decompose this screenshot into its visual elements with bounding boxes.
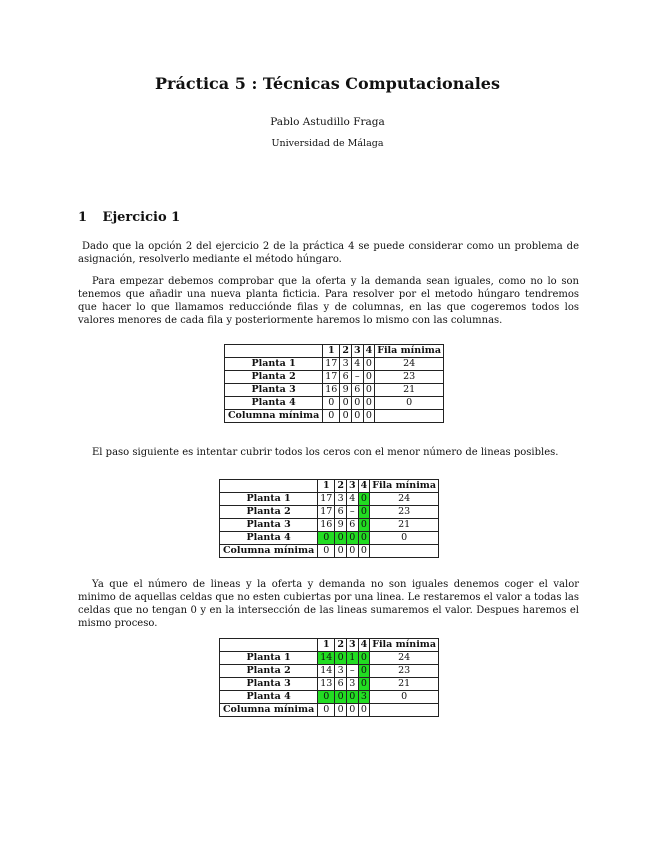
table-row xyxy=(220,665,439,678)
table-cell: 0 xyxy=(363,397,375,410)
row-label: Planta 1 xyxy=(220,652,318,665)
table-cell: 13 xyxy=(318,678,335,691)
col-header: 1 xyxy=(318,480,335,493)
table-row xyxy=(220,519,439,532)
table-cell: 16 xyxy=(323,384,340,397)
highlighted-cell: 0 xyxy=(358,652,370,665)
table-cell: 3 xyxy=(340,358,352,371)
paragraph-intro: Dado que la opción 2 del ejercicio 2 de la práctica 4 se puede considerar como un problema de asignación, resolverlo mediante el método húngaro. xyxy=(78,241,579,265)
col-min-cell: 0 xyxy=(358,545,370,558)
col-min-cell: 0 xyxy=(318,704,335,717)
table-cell: 16 xyxy=(318,519,335,532)
table-row xyxy=(225,384,444,397)
highlighted-cell: 0 xyxy=(358,519,370,532)
table-cell: 4 xyxy=(346,493,358,506)
table-cell: – xyxy=(351,371,363,384)
table-row xyxy=(225,371,444,384)
highlighted-cell: 0 xyxy=(346,532,358,545)
row-min-cell: 0 xyxy=(370,691,439,704)
table-reduction xyxy=(224,344,444,423)
row-min-cell: 24 xyxy=(370,493,439,506)
table-header-row xyxy=(220,639,439,652)
col-header: Fila mínima xyxy=(375,345,444,358)
row-label: Planta 2 xyxy=(220,665,318,678)
highlighted-cell: 1 xyxy=(346,652,358,665)
col-min-cell: 0 xyxy=(358,704,370,717)
table-cell: 9 xyxy=(335,519,347,532)
col-min-cell: 0 xyxy=(335,545,347,558)
table-cell: 17 xyxy=(318,493,335,506)
table-cell: 6 xyxy=(335,506,347,519)
highlighted-cell: 0 xyxy=(358,493,370,506)
section-title: Ejercicio 1 xyxy=(102,210,181,225)
table-cell: 0 xyxy=(363,371,375,384)
highlighted-cell: 0 xyxy=(335,691,347,704)
col-min-cell: 0 xyxy=(335,704,347,717)
table-cell: 0 xyxy=(340,397,352,410)
row-min-cell: 21 xyxy=(370,519,439,532)
table-row xyxy=(220,532,439,545)
table-cell: 3 xyxy=(335,493,347,506)
col-header: 4 xyxy=(358,639,370,652)
highlighted-cell: 3 xyxy=(358,691,370,704)
col-min-cell: 0 xyxy=(363,410,375,423)
row-label: Planta 3 xyxy=(220,678,318,691)
table-corner xyxy=(220,639,318,652)
table-cell: 14 xyxy=(318,665,335,678)
paragraph-cover-zeros: El paso siguiente es intentar cubrir todos los ceros con el menor número de lineas posibles. xyxy=(92,447,559,458)
table-cell: 6 xyxy=(335,678,347,691)
affiliation: Universidad de Málaga xyxy=(271,138,384,149)
footer-label: Columna mínima xyxy=(225,410,323,423)
table-row xyxy=(220,493,439,506)
table-row xyxy=(225,397,444,410)
table-cell: 6 xyxy=(346,519,358,532)
paragraph-reduction: Para empezar debemos comprobar que la oferta y la demanda sean iguales, como no lo son tenemos que añadir una nueva planta ficticia. Para resolver por el metodo húngaro tendremos que hacer lo que llamamos reducciónde filas y de columnas, en las que cogeremos todos los valores menores de cada fila y posteriormente haremos lo mismo con las columnas. xyxy=(78,276,579,326)
empty-cell xyxy=(370,704,439,717)
table-cell: 0 xyxy=(351,397,363,410)
table-cell: 6 xyxy=(340,371,352,384)
table-header-row xyxy=(220,480,439,493)
table-cover-lines xyxy=(219,479,439,558)
table-cell: 17 xyxy=(323,371,340,384)
footer-label: Columna mínima xyxy=(220,704,318,717)
highlighted-cell: 0 xyxy=(358,506,370,519)
row-min-cell: 21 xyxy=(370,678,439,691)
row-label: Planta 3 xyxy=(220,519,318,532)
row-label: Planta 1 xyxy=(225,358,323,371)
highlighted-cell: 0 xyxy=(346,691,358,704)
table-corner xyxy=(225,345,323,358)
col-min-cell: 0 xyxy=(346,704,358,717)
table-cell: 0 xyxy=(323,397,340,410)
row-min-cell: 0 xyxy=(370,532,439,545)
table-cell: 17 xyxy=(323,358,340,371)
col-header: Fila mínima xyxy=(370,480,439,493)
table-footer-row xyxy=(225,410,444,423)
col-header: 2 xyxy=(335,639,347,652)
section-heading xyxy=(78,210,180,225)
col-min-cell: 0 xyxy=(318,545,335,558)
highlighted-cell: 0 xyxy=(358,665,370,678)
empty-cell xyxy=(375,410,444,423)
row-min-cell: 24 xyxy=(370,652,439,665)
highlighted-cell: 0 xyxy=(335,532,347,545)
col-header: 3 xyxy=(346,639,358,652)
row-label: Planta 4 xyxy=(220,691,318,704)
row-min-cell: 23 xyxy=(375,371,444,384)
row-min-cell: 24 xyxy=(375,358,444,371)
table-cell: 0 xyxy=(363,358,375,371)
row-label: Planta 1 xyxy=(220,493,318,506)
table-cell: 4 xyxy=(351,358,363,371)
table-adjusted xyxy=(219,638,439,717)
table-cell: 17 xyxy=(318,506,335,519)
table-row xyxy=(220,652,439,665)
col-min-cell: 0 xyxy=(351,410,363,423)
table-row xyxy=(220,691,439,704)
col-header: 2 xyxy=(335,480,347,493)
highlighted-cell: 0 xyxy=(335,652,347,665)
row-min-cell: 23 xyxy=(370,665,439,678)
row-min-cell: 23 xyxy=(370,506,439,519)
col-header: 4 xyxy=(358,480,370,493)
highlighted-cell: 0 xyxy=(318,532,335,545)
col-min-cell: 0 xyxy=(346,545,358,558)
row-label: Planta 4 xyxy=(225,397,323,410)
col-min-cell: 0 xyxy=(323,410,340,423)
col-header: 1 xyxy=(323,345,340,358)
table-corner xyxy=(220,480,318,493)
table-cell: – xyxy=(346,506,358,519)
col-header: 4 xyxy=(363,345,375,358)
table-cell: 3 xyxy=(335,665,347,678)
author-name: Pablo Astudillo Fraga xyxy=(270,116,385,128)
table-cell: 9 xyxy=(340,384,352,397)
col-header: 3 xyxy=(346,480,358,493)
paragraph-adjust: Ya que el número de lineas y la oferta y demanda no son iguales denemos coger el valor minimo de aquellas celdas que no esten cubiertas por una linea. Le restaremos el valor a todas las celdas que no tengan 0 y en la intersección de las lineas sumaremos el valor. Despues haremos el mismo proceso. xyxy=(78,579,579,629)
row-label: Planta 2 xyxy=(220,506,318,519)
table-cell: 3 xyxy=(346,678,358,691)
table-footer-row xyxy=(220,545,439,558)
highlighted-cell: 0 xyxy=(358,532,370,545)
table-row xyxy=(220,506,439,519)
col-header: Fila mínima xyxy=(370,639,439,652)
col-min-cell: 0 xyxy=(340,410,352,423)
highlighted-cell: 14 xyxy=(318,652,335,665)
row-min-cell: 21 xyxy=(375,384,444,397)
table-row xyxy=(225,358,444,371)
col-header: 1 xyxy=(318,639,335,652)
row-min-cell: 0 xyxy=(375,397,444,410)
row-label: Planta 4 xyxy=(220,532,318,545)
highlighted-cell: 0 xyxy=(358,678,370,691)
table-cell: 0 xyxy=(363,384,375,397)
table-cell: – xyxy=(346,665,358,678)
table-row xyxy=(220,678,439,691)
row-label: Planta 3 xyxy=(225,384,323,397)
row-label: Planta 2 xyxy=(225,371,323,384)
highlighted-cell: 0 xyxy=(318,691,335,704)
paper-title: Práctica 5 : Técnicas Computacionales xyxy=(155,74,500,93)
col-header: 2 xyxy=(340,345,352,358)
col-header: 3 xyxy=(351,345,363,358)
section-number: 1 xyxy=(78,210,88,225)
table-cell: 6 xyxy=(351,384,363,397)
table-footer-row xyxy=(220,704,439,717)
table-header-row xyxy=(225,345,444,358)
empty-cell xyxy=(370,545,439,558)
footer-label: Columna mínima xyxy=(220,545,318,558)
